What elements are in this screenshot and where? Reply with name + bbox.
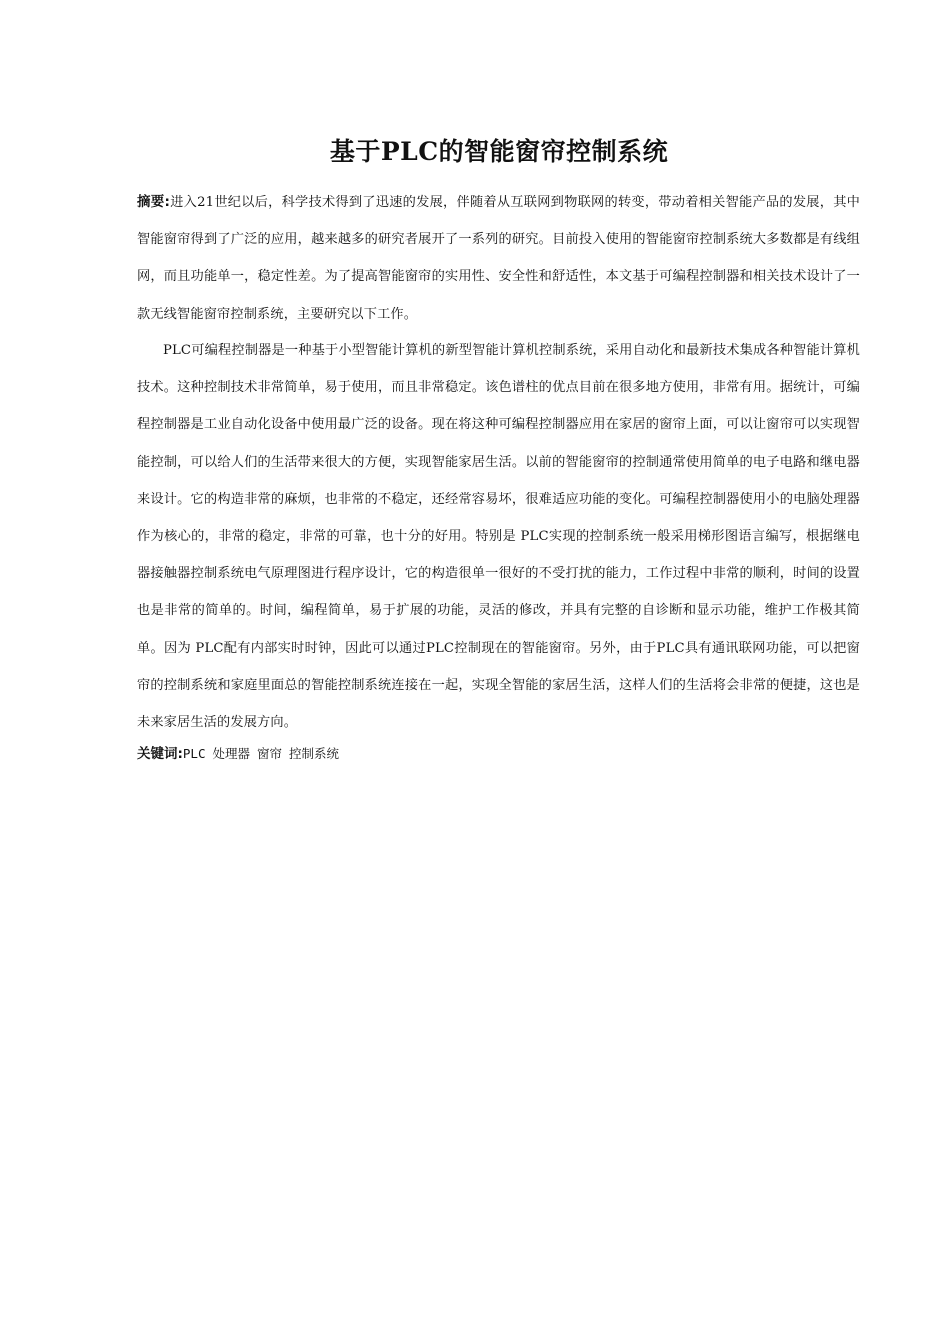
document-title: 基于PLC的智能窗帘控制系统 bbox=[329, 137, 669, 166]
keyword-item: 处理器 bbox=[212, 746, 250, 761]
keywords-line bbox=[137, 737, 346, 772]
keywords-label: 关键词: bbox=[137, 746, 183, 762]
abstract-label: 摘要: bbox=[137, 194, 171, 210]
keyword-item: 窗帘 bbox=[257, 746, 283, 761]
intro-paragraph: PLC可编程控制器是一种基于小型智能计算机的新型智能计算机控制系统，采用自动化和最新技术集成各种智能计算机技术。这种控制技术非常简单，易于使用，而且非常稳定。该色谱柱的优点目前在很多地方使用，非常有用。据统计，可编程控制器是工业自动化设备中使用最广泛的设备。现在将这种可编程控制器应用在家居的窗帘上面，可以让窗帘可以实现智能控制，可以给人们的生活带来很大的方便，实现智能家居生活。以前的智能窗帘的控制通常使用简单的电子电路和继电器来设计。它的构造非常的麻烦，也非常的不稳定，还经常容易坏，很难适应功能的变化。可编程控制器使用小的电脑处理器作为核心的，非常的稳定，非常的可靠，也十分的好用。特别是 PLC实现的控制系统一般采用梯形图语言编写，根据继电器接触器控制系统电气原理图进行程序设计，它的构造很单一很好的不受打扰的能力，工作过程中非常的顺利，时间的设置也是非常的简单的。时间，编程简单，易于扩展的功能，灵活的修改，并具有完整的自诊断和显示功能，维护工作极其简单。因为 PLC配有内部实时时钟，因此可以通过PLC控制现在的智能窗帘。另外，由于PLC具有通讯联网功能，可以把窗帘的控制系统和家庭里面总的智能控制系统连接在一起，实现全智能的家居生活，这样人们的生活将会非常的便捷，这也是未来家居生活的发展方向。 bbox=[137, 343, 860, 731]
abstract-text: 进入21世纪以后，科学技术得到了迅速的发展，伴随着从互联网到物联网的转变，带动着相关智能产品的发展，其中智能窗帘得到了广泛的应用，越来越多的研究者展开了一系列的研究。目前投入使用的智能窗帘控制系统大多数都是有线组网，而且功能单一，稳定性差。为了提高智能窗帘的实用性、安全性和舒适性，本文基于可编程控制器和相关技术设计了一款无线智能窗帘控制系统，主要研究以下工作。 bbox=[137, 195, 860, 322]
abstract-paragraph bbox=[137, 184, 860, 333]
keyword-item: PLC bbox=[182, 746, 206, 761]
keyword-item: 控制系统 bbox=[289, 746, 340, 761]
